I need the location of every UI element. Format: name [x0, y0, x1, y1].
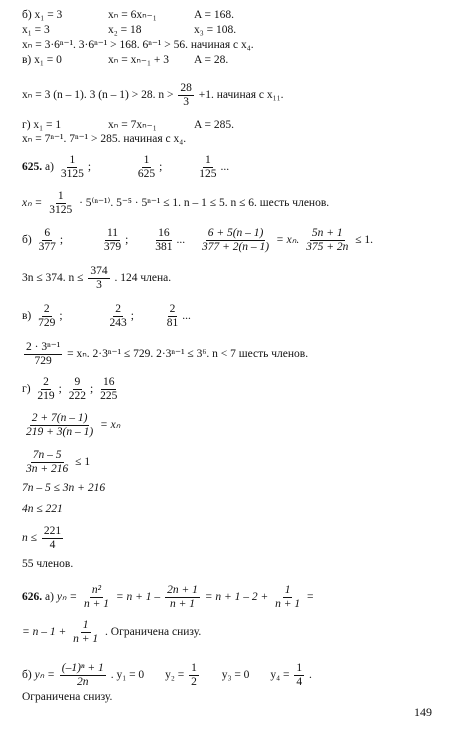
- fraction: $\frac{2}{243}$: [109, 303, 127, 329]
- problem-625-b-sequence: б) $\frac{6}{377}$ ; $\frac{11}{379}$ ; $\frac{16}{381}$ ... $\frac{6 + 5(n - 1)}{377 + 2(n - 1)}$ = xₙ. $\frac{5n + 1}{375 + 2n}$ ≤ 1.: [22, 227, 374, 253]
- fraction: $\frac{1}{n + 1}$: [73, 619, 99, 645]
- line-v-solution: xₙ = 3 (n – 1). 3 (n – 1) > 28. n > $\frac{28}{3}$ +1. начиная с x₁₁.: [22, 82, 284, 108]
- problem-625-v-sequence: в) $\frac{2}{729}$ ; $\frac{2}{243}$ ; $\frac{2}{81}$ ...: [22, 303, 191, 329]
- problem-625-g-answer: 55 членов.: [22, 558, 74, 570]
- fraction: $\frac{16}{381}$: [155, 227, 173, 253]
- line-g-solution: xₙ = 7ⁿ⁻¹. 7ⁿ⁻¹ > 285. начиная с x₄.: [22, 133, 187, 145]
- line-b-solution: xₙ = 3·6ⁿ⁻¹. 3·6ⁿ⁻¹ > 168. 6ⁿ⁻¹ > 56. начиная с x₄.: [22, 39, 254, 51]
- problem-number: 626.: [22, 591, 43, 604]
- problem-625-b-solution: 3n ≤ 374. n ≤ $\frac{374}{3}$ . 124 члена.: [22, 265, 172, 291]
- fraction: $\frac{1}{2}$: [191, 662, 197, 688]
- problem-625-v-solution: $\frac{\text{2 · 3ⁿ⁻¹}}{729}$ = xₙ. 2·3ⁿ⁻¹ ≤ 729. 2·3ⁿ⁻¹ ≤ 3⁶. n < 7 шесть членов.: [26, 341, 309, 367]
- problem-625-g-step1: 7n – 5 ≤ 3n + 216: [22, 482, 106, 494]
- problem-626-a-result: = n – 1 + $\frac{1}{n + 1}$ . Ограничена снизу.: [22, 619, 202, 645]
- fraction: $\frac{2n + 1}{n + 1}$: [167, 584, 198, 610]
- page-number: 149: [414, 705, 432, 719]
- fraction: $\frac{11}{379}$: [103, 227, 122, 253]
- problem-625-g-step2: 4n ≤ 221: [22, 503, 63, 515]
- fraction: $\frac{7n - 5}{3n + 216}$: [26, 449, 69, 475]
- fraction: $\frac{2}{81}$: [166, 303, 179, 329]
- fraction: $\frac{1}{n + 1}$: [275, 584, 301, 610]
- problem-625-g-inequality: $\frac{7n - 5}{3n + 216}$ ≤ 1: [26, 449, 91, 475]
- fraction: $\frac{28}{3}$: [180, 82, 192, 108]
- problem-625-sequence: 625. а) $\frac{1}{3125}$ ; $\frac{1}{625}$ ; $\frac{1}{125}$ ...: [22, 154, 230, 180]
- fraction: $\frac{2 + 7(n - 1)}{219 + 3(n - 1)}$: [26, 412, 94, 438]
- problem-626-b-result: Ограничена снизу.: [22, 691, 113, 703]
- fraction: $\frac{374}{3}$: [90, 265, 108, 291]
- fraction: $\frac{6}{377}$: [38, 227, 56, 253]
- problem-626-b-formula: б) yₙ = $\frac{\text{(–1)ⁿ + 1}}{2n}$ . y₁ = 0 y₂ = $\frac{1}{2}$ y₃ = 0 y₄ = $\frac{1}{4}$ .: [22, 662, 312, 688]
- fraction: $\frac{2}{729}$: [38, 303, 56, 329]
- fraction: $\frac{2}{219}$: [37, 376, 55, 402]
- fraction: $\frac{5n + 1}{375 + 2n}$: [306, 227, 349, 253]
- problem-625-g-step3: n ≤ $\frac{221}{4}$: [22, 525, 62, 551]
- problem-625-a-solution: xₙ = $\frac{1}{3125}$ · 5⁽ⁿ⁻¹⁾. 5⁻⁵ · 5ⁿ⁻¹ ≤ 1. n – 1 ≤ 5. n ≤ 6. шесть членов.: [22, 190, 330, 216]
- fraction: $\frac{1}{4}$: [296, 662, 303, 688]
- fraction: $\frac{\text{n²}}{n + 1}$: [84, 584, 110, 610]
- problem-number: 625.: [22, 161, 43, 174]
- problem-625-g-sequence: г) $\frac{2}{219}$ ; $\frac{9}{222}$ ; $\frac{16}{225}$: [22, 376, 118, 402]
- fraction: $\frac{16}{225}$: [100, 376, 118, 402]
- fraction: $\frac{1}{125}$: [199, 154, 217, 180]
- fraction: $\frac{221}{4}$: [43, 525, 62, 551]
- fraction: $\frac{9}{222}$: [68, 376, 86, 402]
- problem-626-a-formula: 626. а) yₙ = $\frac{\text{n²}}{n + 1}$ = n + 1 – $\frac{2n + 1}{n + 1}$ = n + 1 – 2 + $\frac{1}{n + 1}$ =: [22, 584, 314, 610]
- fraction: $\frac{\text{2 · 3ⁿ⁻¹}}{729}$: [26, 341, 61, 367]
- fraction: $\frac{6 + 5(n - 1)}{377 + 2(n - 1)}$: [201, 227, 270, 253]
- fraction: $\frac{1}{3125}$: [60, 154, 84, 180]
- problem-625-g-formula: $\frac{2 + 7(n - 1)}{219 + 3(n - 1)}$ = xₙ: [26, 412, 121, 438]
- fraction: $\frac{1}{625}$: [137, 154, 156, 180]
- fraction: $\frac{\text{(–1)ⁿ + 1}}{2n}$: [61, 662, 104, 688]
- fraction: $\frac{1}{3125}$: [49, 190, 73, 216]
